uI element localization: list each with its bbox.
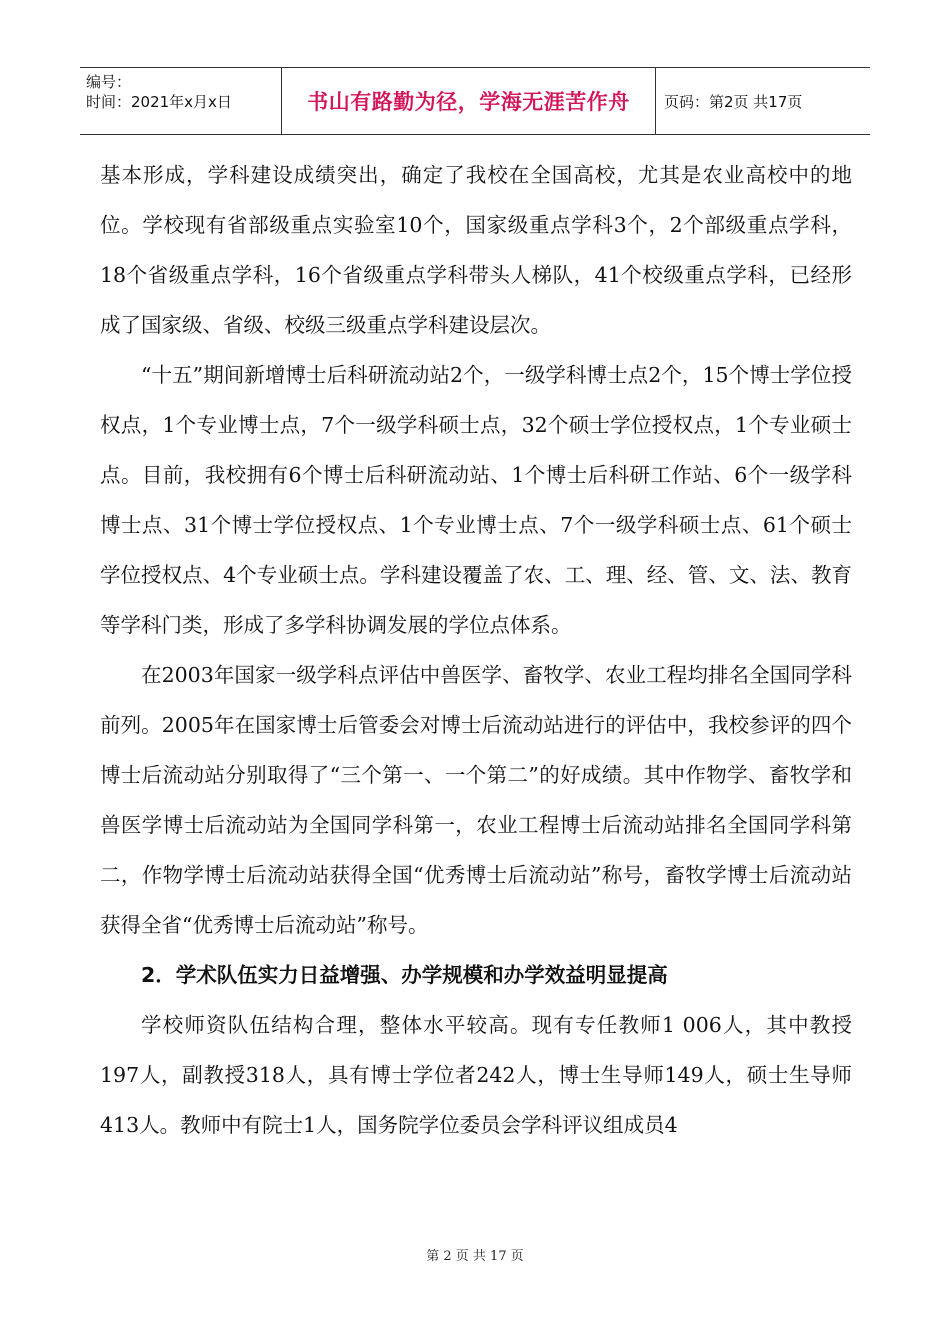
date-label: 时间：2021年x月x日 (86, 93, 232, 111)
paragraph: 学校师资队伍结构合理，整体水平较高。现有专任教师1 006人，其中教授197人，副教授318人，具有博士学位者242人，博士生导师149人，硕士生导师413人。教师中有院士1人，国务院学位委员会学科评议组成员4 (100, 1013, 852, 1137)
header-motto: 书山有路勤为径，学海无涯苦作舟 (282, 68, 656, 134)
paragraph: “十五”期间新增博士后科研流动站2个，一级学科博士点2个，15个博士学位授权点，1个专业博士点，7个一级学科硕士点，32个硕士学位授权点，1个专业硕士点。目前，我校拥有6个博士后科研流动站、1个博士后科研工作站、6个一级学科博士点、31个博士学位授权点、1个专业博士点、7个一级学科硕士点、61个硕士学位授权点、4个专业硕士点。学科建设覆盖了农、工、理、经、管、文、法、教育等学科门类，形成了多学科协调发展的学位点体系。 (100, 363, 852, 637)
number-label: 编号： (86, 73, 132, 91)
header-page-code: 页码：第2页 共17页 (664, 92, 803, 111)
section-heading: 2．学术队伍实力日益增强、办学规模和办学效益明显提高 (141, 963, 668, 987)
paragraph: 在2003年国家一级学科点评估中兽医学、畜牧学、农业工程均排名全国同学科前列。2005年在国家博士后管委会对博士后流动站进行的评估中，我校参评的四个博士后流动站分别取得了“三个第一、一个第二”的好成绩。其中作物学、畜牧学和兽医学博士后流动站为全国同学科第一，农业工程博士后流动站排名全国同学科第二，作物学博士后流动站获得全国“优秀博士后流动站”称号，畜牧学博士后流动站获得全省“优秀博士后流动站”称号。 (100, 663, 852, 937)
document-body (100, 150, 852, 1150)
page-footer: 第 2 页 共 17 页 (426, 1249, 524, 1264)
paragraph-continued: 基本形成，学科建设成绩突出，确定了我校在全国高校，尤其是农业高校中的地位。学校现有省部级重点实验室10个，国家级重点学科3个，2个部级重点学科，18个省级重点学科，16个省级重点学科带头人梯队，41个校级重点学科，已经形成了国家级、省级、校级三级重点学科建设层次。 (100, 163, 852, 337)
page-header (80, 67, 870, 135)
header-meta (80, 68, 282, 134)
